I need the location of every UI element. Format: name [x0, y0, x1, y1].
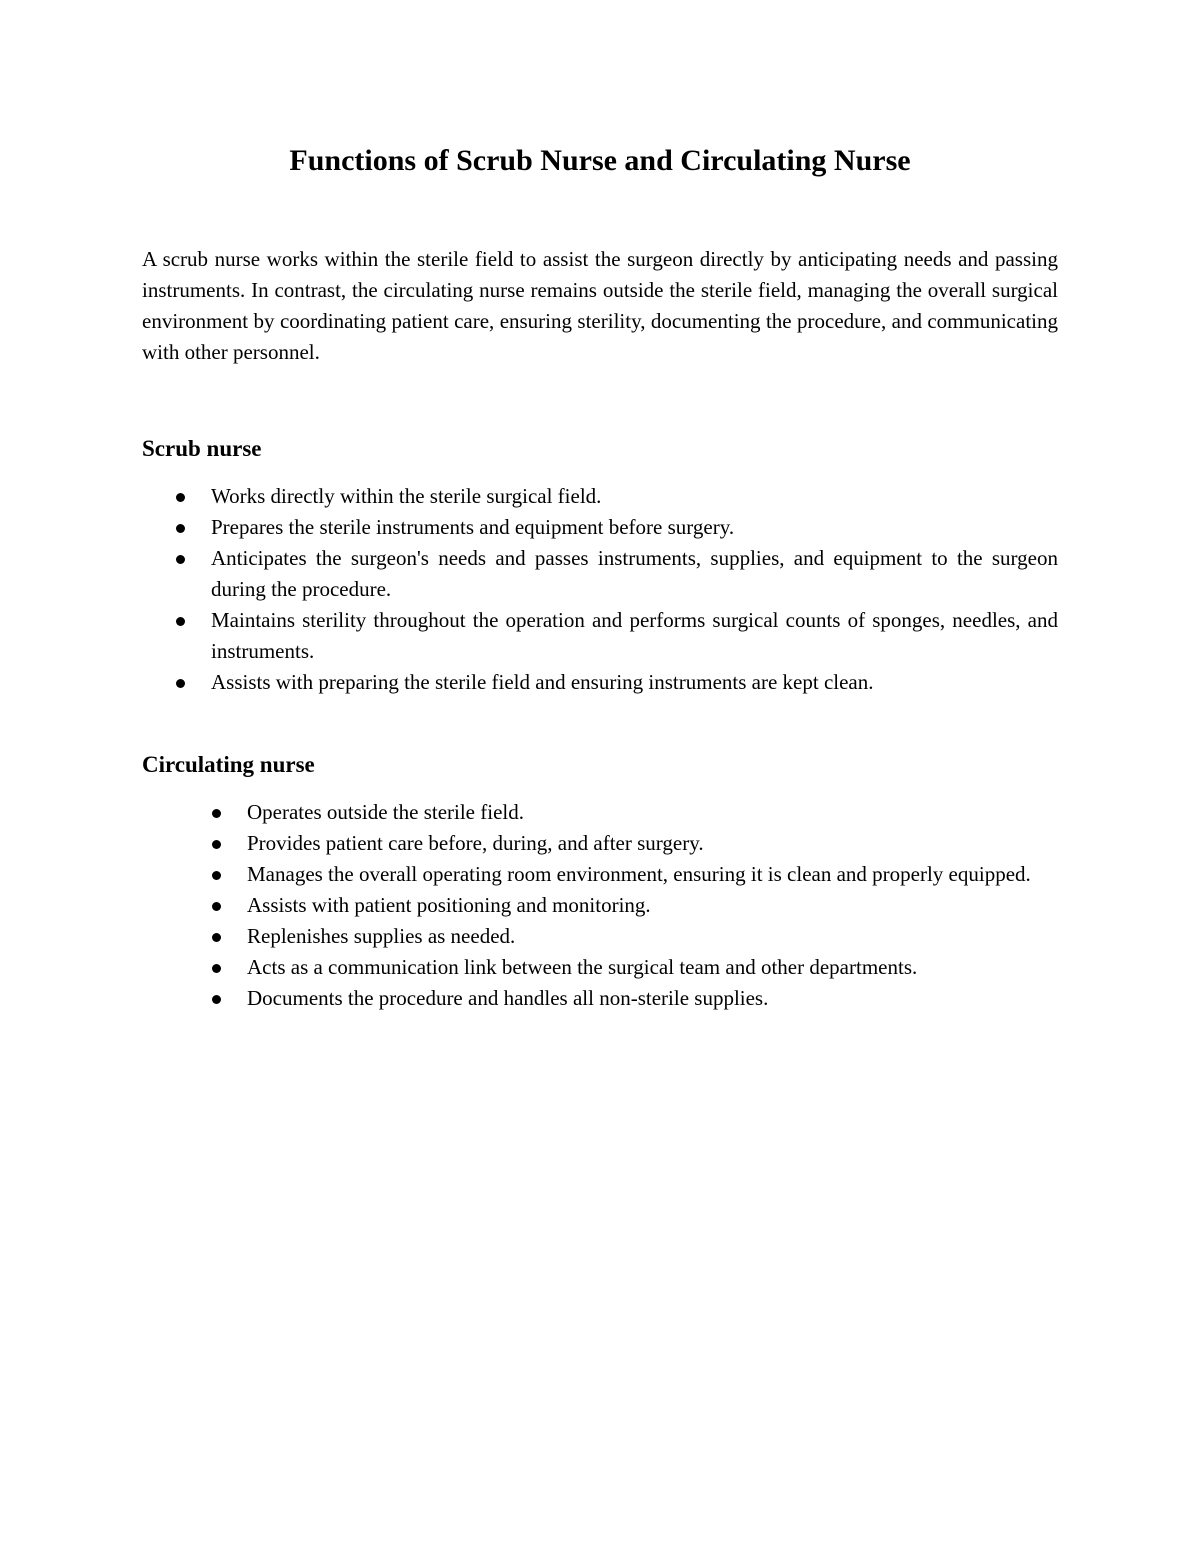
list-item-text: Acts as a communication link between the surgical team and other departments.: [247, 955, 918, 979]
list-item-text: Works directly within the sterile surgical field.: [211, 484, 602, 508]
bullet-icon: [176, 617, 185, 626]
intro-paragraph: A scrub nurse works within the sterile field to assist the surgeon directly by anticipating needs and passing instruments. In contrast, the circulating nurse remains outside the sterile field, managing the overall surgical environment by coordinating patient care, ensuring sterility, documenting the procedure, and communicating with other personnel.: [142, 247, 1058, 364]
bullet-icon: [212, 809, 221, 818]
list-item-text: Maintains sterility throughout the operation and performs surgical counts of sponges, needles, and instruments.: [211, 608, 1058, 663]
section-heading-circulating-nurse: Circulating nurse: [142, 752, 315, 777]
bullet-icon: [212, 902, 221, 911]
bullet-icon: [212, 933, 221, 942]
list-item: [142, 605, 1058, 667]
bullet-icon: [212, 871, 221, 880]
bullet-icon: [176, 679, 185, 688]
list-item-text: Operates outside the sterile field.: [247, 800, 524, 824]
list-item: [142, 797, 1058, 828]
list-item: [142, 890, 1058, 921]
list-item-text: Manages the overall operating room environment, ensuring it is clean and properly equipped.: [247, 862, 1031, 886]
list-item-text: Replenishes supplies as needed.: [247, 924, 516, 948]
list-item-text: Assists with patient positioning and monitoring.: [247, 893, 651, 917]
list-item: [142, 512, 1058, 543]
section-heading-scrub-nurse: Scrub nurse: [142, 436, 262, 461]
bullet-icon: [176, 493, 185, 502]
list-item: [142, 667, 1058, 698]
list-item-text: Provides patient care before, during, and after surgery.: [247, 831, 704, 855]
page-title: Functions of Scrub Nurse and Circulating Nurse: [289, 144, 911, 177]
circulating-nurse-list: [142, 797, 1058, 1014]
list-item-text: Prepares the sterile instruments and equipment before surgery.: [211, 515, 735, 539]
bullet-icon: [212, 840, 221, 849]
list-item-text: Anticipates the surgeon's needs and passes instruments, supplies, and equipment to the surgeon during the procedure.: [211, 546, 1058, 601]
bullet-icon: [176, 524, 185, 533]
bullet-icon: [212, 995, 221, 1004]
list-item-text: Assists with preparing the sterile field and ensuring instruments are kept clean.: [211, 670, 874, 694]
list-item: [142, 921, 1058, 952]
list-item-text: Documents the procedure and handles all non-sterile supplies.: [247, 986, 769, 1010]
bullet-icon: [212, 964, 221, 973]
list-item: [142, 481, 1058, 512]
list-item: [142, 859, 1058, 890]
list-item: [142, 828, 1058, 859]
list-item: [142, 983, 1058, 1014]
list-item: [142, 952, 1058, 983]
list-item: [142, 543, 1058, 605]
scrub-nurse-list: [142, 481, 1058, 698]
bullet-icon: [176, 555, 185, 564]
